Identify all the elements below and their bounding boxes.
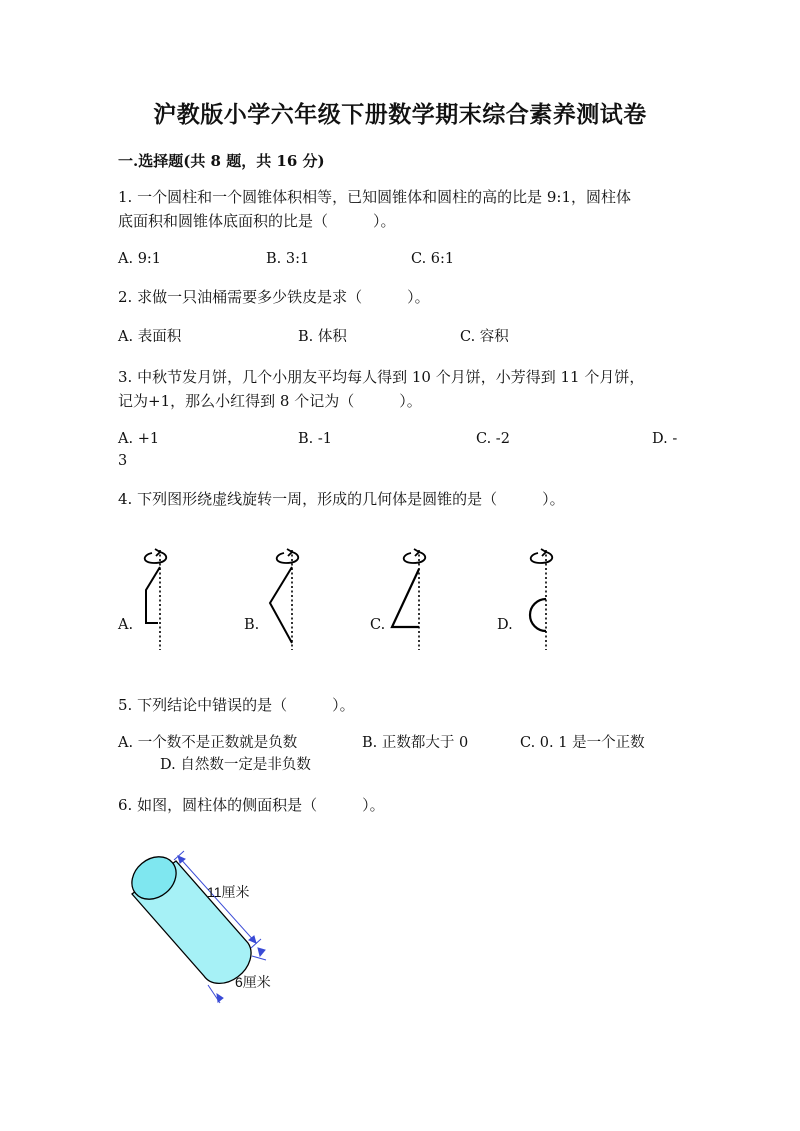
cylinder-length-label: 11厘米: [207, 884, 250, 900]
q4-option-d: D.: [497, 617, 513, 633]
q5-option-c: C. 0. 1 是一个正数: [520, 735, 645, 751]
question-5-line-1: 5. 下列结论中错误的是（ ）。: [118, 696, 355, 714]
q4-option-c: C.: [370, 617, 386, 633]
q2-option-b: B. 体积: [298, 329, 347, 345]
q1-option-c: C. 6:1: [411, 251, 455, 267]
question-1-line-2: 底面积和圆锥体底面积的比是（ ）。: [118, 212, 396, 230]
question-2-line-1: 2. 求做一只油桶需要多少铁皮是求（ ）。: [118, 288, 430, 306]
q4-figure-b: [262, 545, 322, 655]
q3-option-d-wrap: 3: [118, 453, 128, 469]
question-1-line-1: 1. 一个圆柱和一个圆锥体积相等，已知圆锥体和圆柱的高的比是 9:1，圆柱体: [118, 188, 631, 206]
q4-option-b: B.: [244, 617, 260, 633]
question-3-line-2: 记为+1，那么小红得到 8 个记为（ ）。: [118, 392, 422, 410]
q5-option-b: B. 正数都大于 0: [362, 735, 469, 751]
section-heading: 一.选择题(共 8 题，共 16 分): [118, 152, 325, 170]
page-title: 沪教版小学六年级下册数学期末综合素养测试卷: [153, 101, 647, 128]
question-3-line-1: 3. 中秋节发月饼，几个小朋友平均每人得到 10 个月饼，小芳得到 11 个月饼，: [118, 368, 645, 386]
q2-option-c: C. 容积: [460, 329, 509, 345]
q3-option-a: A. +1: [118, 431, 160, 447]
q4-figure-c: [389, 545, 449, 655]
q3-option-d: D. -: [652, 431, 678, 447]
q5-option-a: A. 一个数不是正数就是负数: [118, 735, 298, 751]
q1-option-a: A. 9:1: [118, 251, 162, 267]
q5-option-d: D. 自然数一定是非负数: [160, 757, 311, 773]
q1-option-b: B. 3:1: [266, 251, 310, 267]
q2-option-a: A. 表面积: [118, 329, 182, 345]
question-6-line-1: 6. 如图，圆柱体的侧面积是（ ）。: [118, 796, 385, 814]
q3-option-c: C. -2: [476, 431, 510, 447]
q3-option-b: B. -1: [298, 431, 332, 447]
question-4-line-1: 4. 下列图形绕虚线旋转一周，形成的几何体是圆锥的是（ ）。: [118, 490, 565, 508]
q4-figure-d: [516, 545, 576, 655]
cylinder-diameter-label: 6厘米: [235, 974, 271, 990]
cylinder-figure: [120, 848, 320, 1028]
q4-option-a: A.: [118, 617, 134, 633]
q4-figure-a: [130, 545, 190, 655]
